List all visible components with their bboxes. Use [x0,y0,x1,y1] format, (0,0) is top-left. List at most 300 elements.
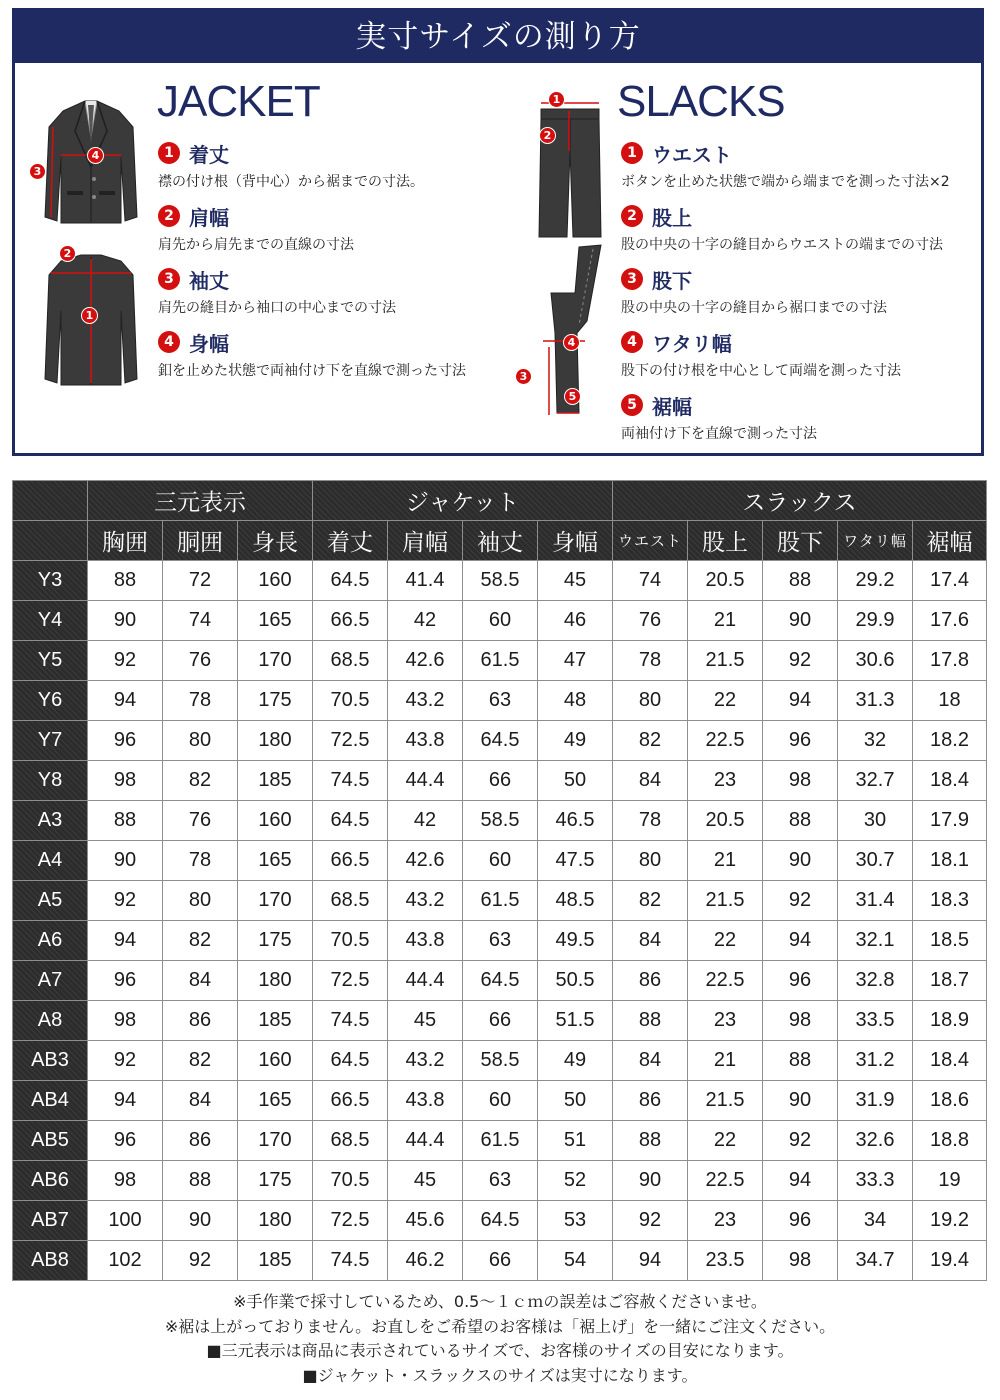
table-cell: 54 [538,1241,613,1281]
size-label: Y8 [13,761,88,801]
size-label: AB6 [13,1161,88,1201]
number-badge: 4 [621,331,643,353]
table-cell: 90 [88,601,163,641]
table-cell: 34 [838,1201,913,1241]
table-cell: 88 [763,1041,838,1081]
table-cell: 88 [163,1161,238,1201]
table-cell: 72.5 [313,961,388,1001]
illustration-badge-2: 2 [59,245,76,262]
table-cell: 84 [163,961,238,1001]
table-cell: 34.7 [838,1241,913,1281]
table-cell: 66 [463,1241,538,1281]
slacks-item [621,391,950,454]
table-cell: 66 [463,761,538,801]
table-cell: 48 [538,681,613,721]
size-label: Y3 [13,561,88,601]
table-cell: 29.2 [838,561,913,601]
table-cell: 94 [88,681,163,721]
table-cell: 31.4 [838,881,913,921]
table-cell: 20.5 [688,561,763,601]
table-cell: 43.2 [388,1041,463,1081]
table-cell: 18.2 [913,721,987,761]
table-cell: 30 [838,801,913,841]
note-line: ■三元表示は商品に表示されているサイズで、お客様のサイズの目安になります。 [206,1341,794,1360]
table-row [13,841,987,881]
table-cell: 64.5 [463,961,538,1001]
table-cell: 80 [613,841,688,881]
table-cell: 170 [238,881,313,921]
table-cell: 33.5 [838,1001,913,1041]
table-cell: 96 [763,1201,838,1241]
table-cell: 47.5 [538,841,613,881]
item-description: 股の中央の十字の縫目から裾口までの寸法 [621,300,887,316]
table-cell: 90 [763,601,838,641]
table-cell: 70.5 [313,921,388,961]
table-cell: 42.6 [388,641,463,681]
table-cell: 165 [238,601,313,641]
slacks-front-illustration [533,99,613,241]
table-cell: 22 [688,1121,763,1161]
table-cell: 43.8 [388,1081,463,1121]
table-cell: 175 [238,681,313,721]
table-cell: 45 [538,561,613,601]
table-cell: 49.5 [538,921,613,961]
table-cell: 96 [88,1121,163,1161]
table-cell: 72.5 [313,1201,388,1241]
number-badge: 1 [158,142,180,164]
table-cell: 92 [763,641,838,681]
item-title: 裾幅 [652,394,692,419]
table-cell: 50 [538,1081,613,1121]
table-cell: 18.4 [913,1041,987,1081]
table-row [13,1081,987,1121]
item-title: 肩幅 [189,205,229,230]
table-cell: 165 [238,1081,313,1121]
table-cell: 66.5 [313,841,388,881]
item-title: 股下 [652,268,692,293]
table-cell: 58.5 [463,1041,538,1081]
table-cell: 92 [763,1121,838,1161]
size-label: A6 [13,921,88,961]
table-cell: 74 [613,561,688,601]
table-cell: 102 [88,1241,163,1281]
size-label: Y5 [13,641,88,681]
table-cell: 22.5 [688,721,763,761]
item-description: 釦を止めた状態で両袖付け下を直線で測った寸法 [158,363,466,379]
table-cell: 88 [763,561,838,601]
table-cell: 43.8 [388,921,463,961]
illustration-badge-3: 3 [515,368,532,385]
table-cell: 82 [163,761,238,801]
table-cell: 43.2 [388,681,463,721]
table-cell: 44.4 [388,961,463,1001]
table-cell: 86 [613,961,688,1001]
size-label: AB3 [13,1041,88,1081]
size-label: AB8 [13,1241,88,1281]
table-cell: 33.3 [838,1161,913,1201]
table-cell: 32.7 [838,761,913,801]
table-cell: 17.9 [913,801,987,841]
table-cell: 180 [238,961,313,1001]
table-cell: 29.9 [838,601,913,641]
size-label: A8 [13,1001,88,1041]
table-cell: 80 [613,681,688,721]
table-cell: 86 [163,1001,238,1041]
guide-title: 実寸サイズの測り方 [15,11,981,63]
table-cell: 76 [613,601,688,641]
table-cell: 61.5 [463,881,538,921]
table-cell: 30.7 [838,841,913,881]
table-cell: 23 [688,761,763,801]
table-cell: 170 [238,641,313,681]
item-description: 股下の付け根を中心として両端を測った寸法 [621,363,901,379]
column-header: 胴囲 [163,521,238,561]
jacket-items [158,139,466,391]
table-cell: 86 [163,1121,238,1161]
item-description: 肩先から肩先までの直線の寸法 [158,237,354,253]
table-cell: 41.4 [388,561,463,601]
size-label: A7 [13,961,88,1001]
table-cell: 84 [613,761,688,801]
table-cell: 70.5 [313,1161,388,1201]
size-label: A3 [13,801,88,841]
table-row [13,1001,987,1041]
table-cell: 20.5 [688,801,763,841]
table-cell: 96 [88,961,163,1001]
illustration-badge-3: 3 [29,163,46,180]
table-cell: 45 [388,1161,463,1201]
number-badge: 4 [158,331,180,353]
table-cell: 21.5 [688,881,763,921]
table-cell: 31.9 [838,1081,913,1121]
jacket-front-illustration [41,97,141,232]
table-row [13,721,987,761]
table-cell: 88 [613,1001,688,1041]
table-cell: 50.5 [538,961,613,1001]
table-cell: 21.5 [688,641,763,681]
table-cell: 19.2 [913,1201,987,1241]
table-cell: 90 [613,1161,688,1201]
table-row [13,921,987,961]
table-row [13,1121,987,1161]
illustration-badge-5: 5 [564,388,581,405]
illustration-badge-1: 1 [81,307,98,324]
table-cell: 72.5 [313,721,388,761]
table-cell: 185 [238,761,313,801]
column-header: ワタリ幅 [838,521,913,561]
table-cell: 72 [163,561,238,601]
table-cell: 60 [463,1081,538,1121]
table-cell: 160 [238,561,313,601]
size-label: AB7 [13,1201,88,1241]
corner-cell [13,481,88,521]
table-cell: 90 [163,1201,238,1241]
table-cell: 82 [163,1041,238,1081]
slacks-item [621,265,950,328]
number-badge: 1 [621,142,643,164]
table-cell: 23.5 [688,1241,763,1281]
illustration-badge-2: 2 [539,127,556,144]
table-cell: 175 [238,1161,313,1201]
table-cell: 68.5 [313,1121,388,1161]
table-cell: 17.8 [913,641,987,681]
table-row [13,801,987,841]
size-table-body [13,561,987,1281]
table-cell: 22 [688,681,763,721]
table-cell: 180 [238,1201,313,1241]
table-cell: 98 [88,1001,163,1041]
table-cell: 32.1 [838,921,913,961]
table-cell: 94 [763,921,838,961]
table-cell: 78 [163,841,238,881]
column-header: 股下 [763,521,838,561]
table-cell: 48.5 [538,881,613,921]
table-cell: 22.5 [688,1161,763,1201]
table-cell: 90 [763,1081,838,1121]
table-cell: 58.5 [463,801,538,841]
table-cell: 31.3 [838,681,913,721]
table-cell: 170 [238,1121,313,1161]
slacks-items [621,139,950,454]
column-header: 身幅 [538,521,613,561]
table-cell: 63 [463,681,538,721]
table-cell: 18.5 [913,921,987,961]
table-cell: 84 [163,1081,238,1121]
item-title: 股上 [652,205,692,230]
table-cell: 23 [688,1201,763,1241]
number-badge: 3 [158,268,180,290]
table-cell: 58.5 [463,561,538,601]
size-label: Y6 [13,681,88,721]
table-cell: 78 [613,801,688,841]
table-cell: 98 [88,1161,163,1201]
table-cell: 18.4 [913,761,987,801]
table-cell: 44.4 [388,761,463,801]
size-label: AB4 [13,1081,88,1121]
table-cell: 61.5 [463,1121,538,1161]
table-cell: 94 [88,1081,163,1121]
table-cell: 18.9 [913,1001,987,1041]
note-line: ※手作業で採寸しているため、0.5～１ｃｍの誤差はご容赦くださいませ。 [233,1292,767,1311]
table-cell: 18.3 [913,881,987,921]
table-cell: 185 [238,1001,313,1041]
item-description: 肩先の縫目から袖口の中心までの寸法 [158,300,396,316]
column-header: 肩幅 [388,521,463,561]
column-header-row [13,521,987,561]
table-cell: 63 [463,921,538,961]
table-row [13,1041,987,1081]
table-cell: 60 [463,601,538,641]
table-cell: 51.5 [538,1001,613,1041]
table-cell: 92 [88,641,163,681]
table-cell: 63 [463,1161,538,1201]
table-cell: 32.8 [838,961,913,1001]
table-cell: 185 [238,1241,313,1281]
table-cell: 50 [538,761,613,801]
table-cell: 19.4 [913,1241,987,1281]
table-cell: 88 [88,561,163,601]
size-label: AB5 [13,1121,88,1161]
table-cell: 43.2 [388,881,463,921]
column-header: ウエスト [613,521,688,561]
table-cell: 90 [88,841,163,881]
table-cell: 74 [163,601,238,641]
table-cell: 80 [163,721,238,761]
table-cell: 82 [163,921,238,961]
size-label: Y7 [13,721,88,761]
item-title: 身幅 [189,331,229,356]
table-cell: 92 [88,1041,163,1081]
table-cell: 70.5 [313,681,388,721]
table-cell: 64.5 [463,1201,538,1241]
number-badge: 3 [621,268,643,290]
column-header: 股上 [688,521,763,561]
table-row [13,561,987,601]
column-header: 裾幅 [913,521,987,561]
table-cell: 43.8 [388,721,463,761]
table-cell: 64.5 [313,1041,388,1081]
table-cell: 22 [688,921,763,961]
jacket-item [158,139,466,202]
illustration-badge-4: 4 [563,334,580,351]
table-cell: 21 [688,601,763,641]
table-cell: 51 [538,1121,613,1161]
table-cell: 46.2 [388,1241,463,1281]
table-cell: 78 [163,681,238,721]
size-label: A5 [13,881,88,921]
slacks-title: SLACKS [617,77,785,126]
table-cell: 94 [613,1241,688,1281]
table-cell: 49 [538,1041,613,1081]
number-badge: 2 [158,205,180,227]
table-cell: 18 [913,681,987,721]
item-description: 襟の付け根（背中心）から裾までの寸法。 [158,174,424,190]
table-cell: 32 [838,721,913,761]
size-label: Y4 [13,601,88,641]
item-description: 両袖付け下を直線で測った寸法 [621,426,817,442]
note-line: ■ジャケット・スラックスのサイズは実寸になります。 [302,1365,698,1385]
jacket-title: JACKET [157,77,320,126]
table-row [13,641,987,681]
table-cell: 175 [238,921,313,961]
illustration-badge-1: 1 [548,91,565,108]
table-row [13,881,987,921]
table-cell: 46 [538,601,613,641]
table-cell: 68.5 [313,881,388,921]
table-cell: 42.6 [388,841,463,881]
item-title: 袖丈 [189,268,229,293]
table-cell: 44.4 [388,1121,463,1161]
corner-cell [13,521,88,561]
column-header: 胸囲 [88,521,163,561]
table-cell: 74.5 [313,1241,388,1281]
table-cell: 165 [238,841,313,881]
table-cell: 84 [613,1041,688,1081]
table-cell: 76 [163,801,238,841]
slacks-item [621,202,950,265]
jacket-item [158,328,466,391]
table-cell: 98 [88,761,163,801]
table-cell: 76 [163,641,238,681]
table-cell: 66.5 [313,601,388,641]
table-cell: 82 [613,721,688,761]
table-cell: 92 [163,1241,238,1281]
table-cell: 94 [88,921,163,961]
table-cell: 92 [763,881,838,921]
item-title: 着丈 [189,142,229,167]
note-line: ※裾は上がっておりません。お直しをご希望のお客様は「裾上げ」を一緒にご注文ください。 [164,1316,836,1336]
table-cell: 30.6 [838,641,913,681]
size-table [12,480,987,1281]
table-cell: 88 [763,801,838,841]
table-cell: 53 [538,1201,613,1241]
table-cell: 60 [463,841,538,881]
table-cell: 66.5 [313,1081,388,1121]
table-cell: 32.6 [838,1121,913,1161]
number-badge: 5 [621,394,643,416]
table-cell: 22.5 [688,961,763,1001]
item-description: ボタンを止めた状態で端から端までを測った寸法×2 [621,174,950,190]
table-cell: 74.5 [313,761,388,801]
table-cell: 74.5 [313,1001,388,1041]
table-cell: 82 [613,881,688,921]
item-title: ウエスト [652,142,732,167]
table-cell: 47 [538,641,613,681]
table-cell: 17.4 [913,561,987,601]
notes [0,1290,1000,1388]
table-cell: 180 [238,721,313,761]
table-cell: 88 [613,1121,688,1161]
table-cell: 49 [538,721,613,761]
jacket-item [158,265,466,328]
column-header: 袖丈 [463,521,538,561]
table-cell: 42 [388,601,463,641]
table-cell: 45 [388,1001,463,1041]
table-cell: 18.7 [913,961,987,1001]
table-cell: 66 [463,1001,538,1041]
jacket-item [158,202,466,265]
item-description: 股の中央の十字の縫目からウエストの端までの寸法 [621,237,943,253]
table-cell: 78 [613,641,688,681]
slacks-item [621,328,950,391]
table-cell: 94 [763,681,838,721]
table-cell: 21 [688,841,763,881]
table-cell: 21.5 [688,1081,763,1121]
table-cell: 64.5 [463,721,538,761]
table-cell: 160 [238,801,313,841]
table-cell: 23 [688,1001,763,1041]
measurement-guide [12,8,984,456]
table-cell: 64.5 [313,561,388,601]
column-header: 着丈 [313,521,388,561]
slacks-item [621,139,950,202]
group-header-row [13,481,987,521]
number-badge: 2 [621,205,643,227]
table-cell: 46.5 [538,801,613,841]
table-cell: 61.5 [463,641,538,681]
table-cell: 31.2 [838,1041,913,1081]
item-title: ワタリ幅 [652,331,732,356]
table-cell: 64.5 [313,801,388,841]
table-cell: 18.8 [913,1121,987,1161]
table-cell: 96 [88,721,163,761]
table-cell: 68.5 [313,641,388,681]
table-row [13,681,987,721]
table-cell: 17.6 [913,601,987,641]
group-header: スラックス [613,481,987,521]
group-header: 三元表示 [88,481,313,521]
table-cell: 84 [613,921,688,961]
